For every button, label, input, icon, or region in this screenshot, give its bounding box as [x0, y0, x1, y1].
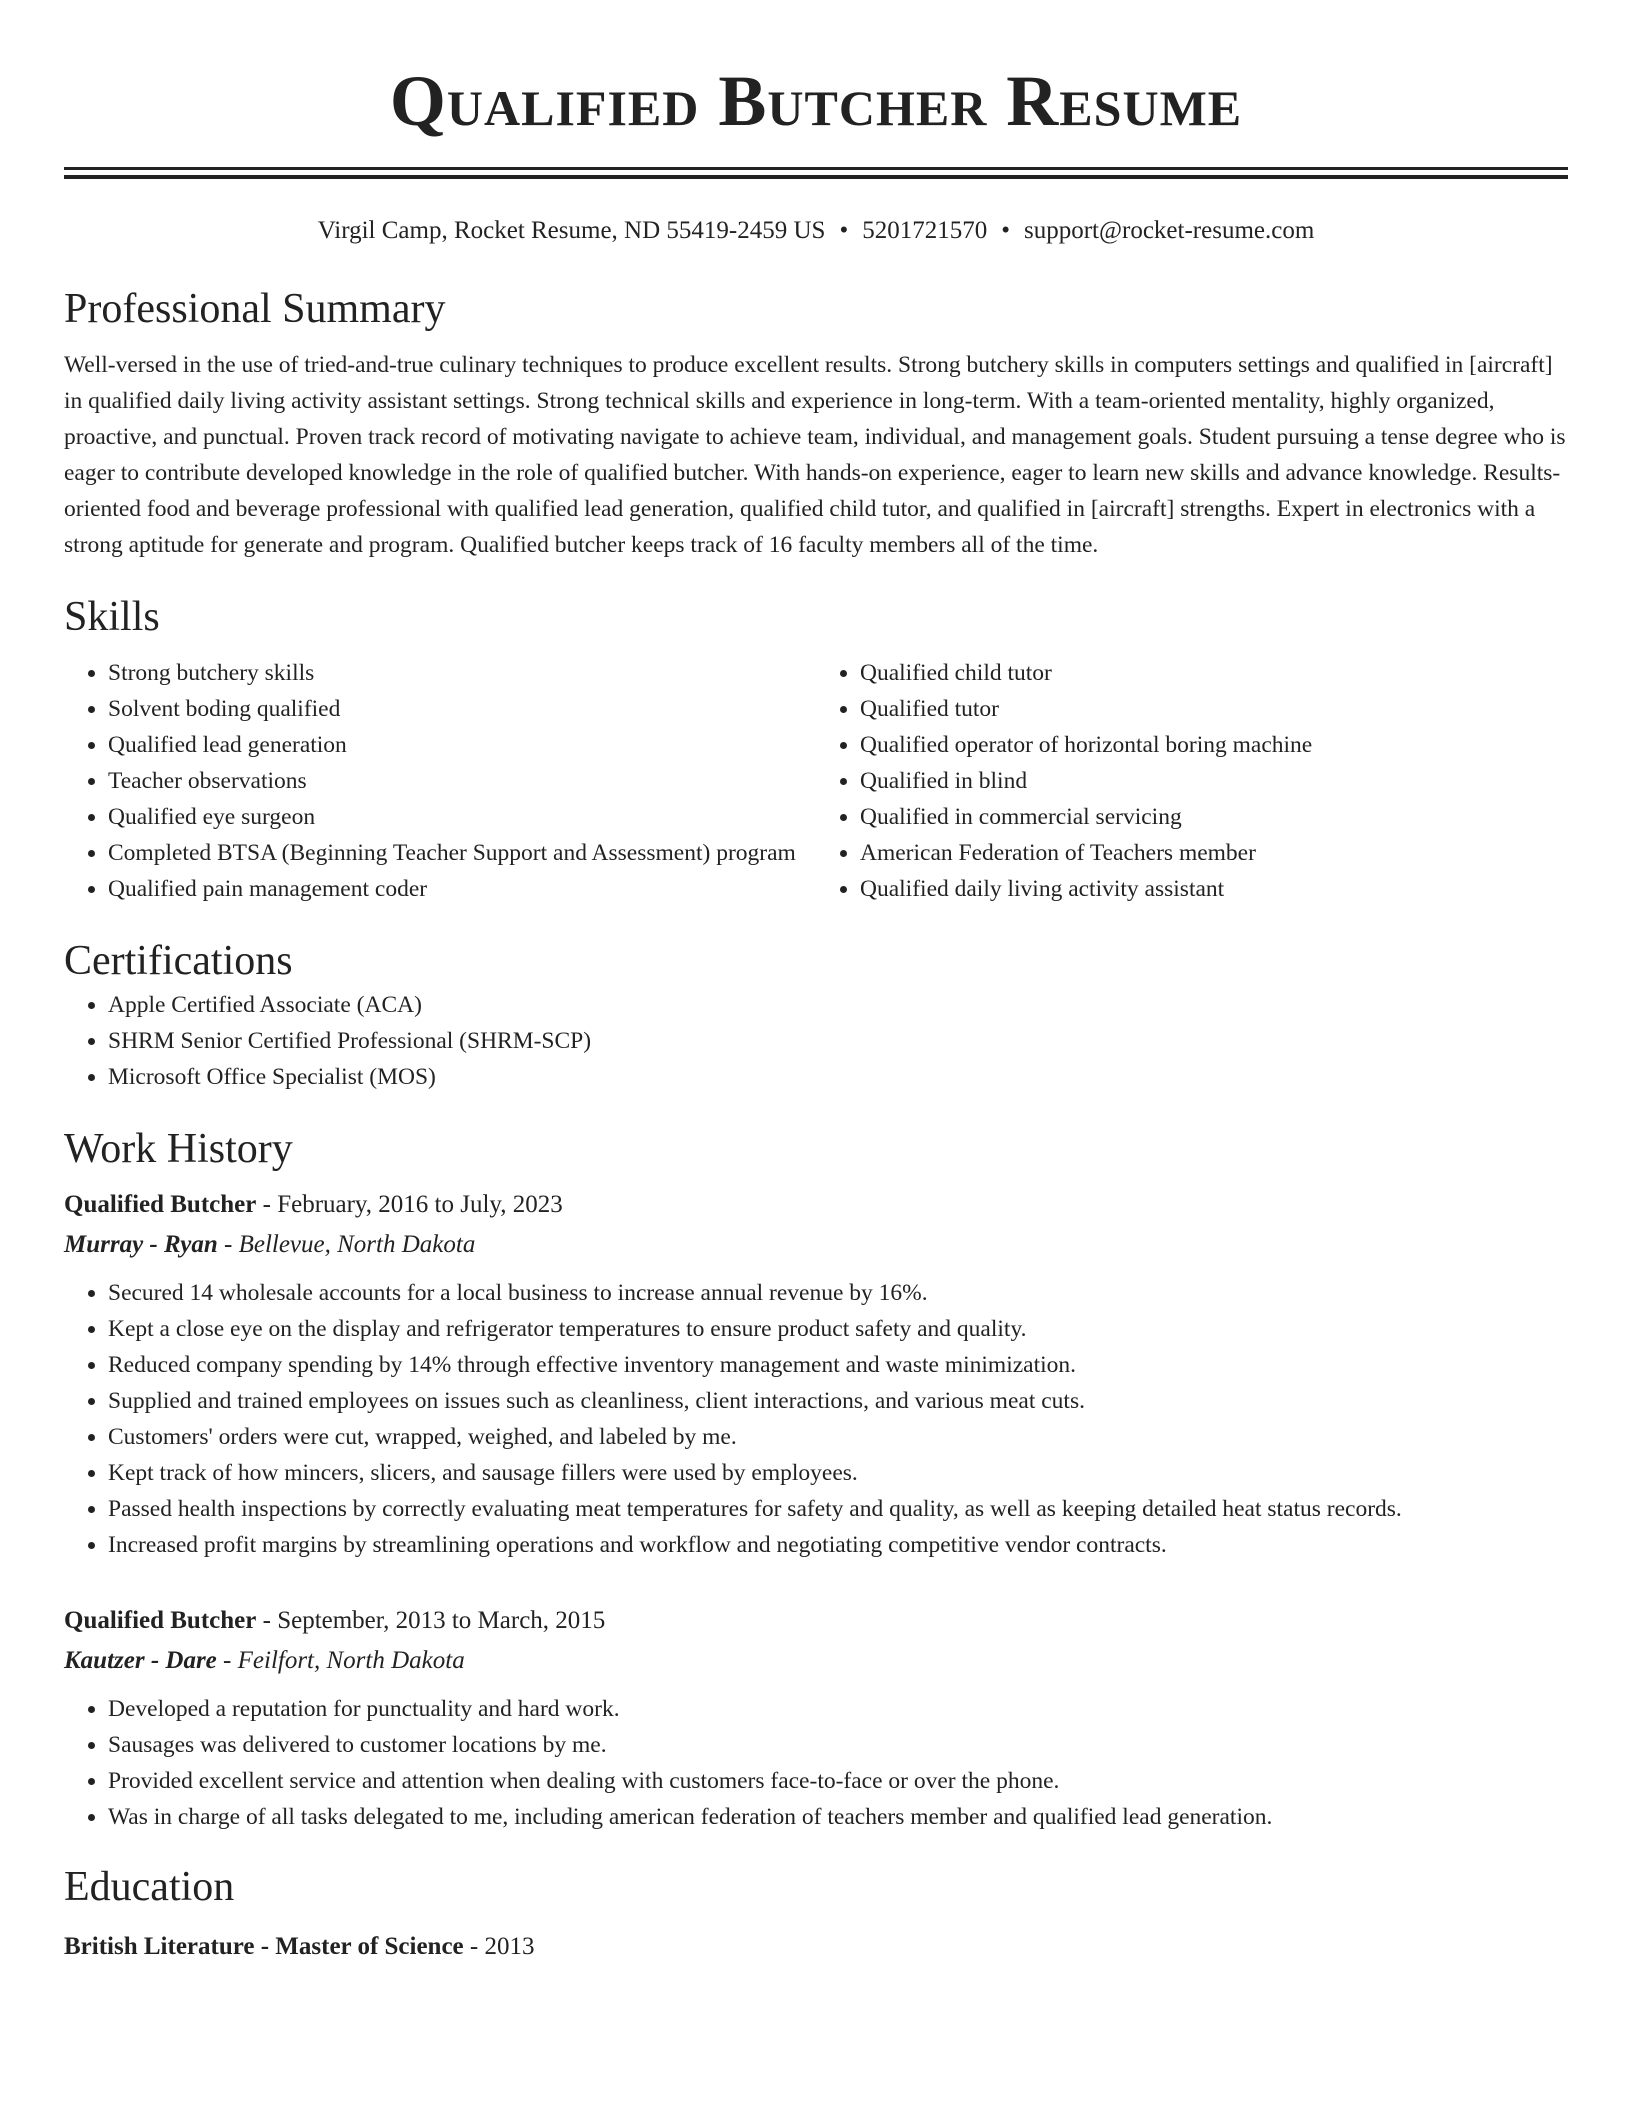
job-role: Qualified Butcher [64, 1191, 257, 1218]
skill-item: • Qualified daily living activity assistant [860, 871, 1568, 907]
job-duty: • Was in charge of all tasks delegated to me, including american federation of teachers member and qualified lead generation. [108, 1799, 1568, 1835]
skills-heading: Skills [64, 594, 160, 640]
certifications-heading: Certifications [64, 938, 293, 984]
skill-item: • Qualified in commercial servicing [860, 799, 1568, 835]
education-degree: British Literature - Master of Science [64, 1933, 464, 1960]
skill-item: • Qualified pain management coder [108, 871, 816, 907]
skills-list-left [64, 655, 816, 907]
education-year: 2013 [484, 1933, 535, 1960]
job-dates: September, 2013 to March, 2015 [277, 1607, 606, 1634]
skill-item: • Completed BTSA (Beginning Teacher Support and Assessment) program [108, 835, 816, 871]
skill-item: • Qualified tutor [860, 691, 1568, 727]
skill-item: • Solvent boding qualified [108, 691, 816, 727]
certification-item: • SHRM Senior Certified Professional (SHRM-SCP) [108, 1023, 1568, 1059]
skill-item: • American Federation of Teachers member [860, 835, 1568, 871]
contact-address: Virgil Camp, Rocket Resume, ND 55419-2459 US [317, 217, 826, 244]
skill-item: • Qualified lead generation [108, 727, 816, 763]
skill-item: • Qualified in blind [860, 763, 1568, 799]
job-role: Qualified Butcher [64, 1607, 257, 1634]
contact-separator: • [839, 217, 849, 244]
education-entry: British Literature - Master of Science - 2013 [64, 1933, 535, 1960]
education-heading: Education [64, 1864, 235, 1910]
skill-item: • Qualified child tutor [860, 655, 1568, 691]
job-duty: • Kept track of how mincers, slicers, and sausage fillers were used by employees. [108, 1455, 1568, 1491]
job-dates: February, 2016 to July, 2023 [277, 1191, 563, 1218]
job-duty: • Reduced company spending by 14% through effective inventory management and waste minimization. [108, 1347, 1568, 1383]
summary-heading: Professional Summary [64, 286, 446, 332]
certification-item: • Apple Certified Associate (ACA) [108, 987, 1568, 1023]
job-entry [64, 1601, 1568, 1835]
job-company: Kautzer - Dare [64, 1647, 217, 1674]
resume-title: Qualified Butcher Resume [389, 61, 1243, 141]
job-title-line: Qualified Butcher - February, 2016 to July, 2023 [64, 1191, 563, 1218]
job-duty: • Supplied and trained employees on issues such as cleanliness, client interactions, and various meat cuts. [108, 1383, 1568, 1419]
skill-item: • Strong butchery skills [108, 655, 816, 691]
job-title-line: Qualified Butcher - September, 2013 to March, 2015 [64, 1607, 606, 1634]
skill-item: • Qualified eye surgeon [108, 799, 816, 835]
job-location: Bellevue, North Dakota [238, 1231, 476, 1258]
title-rule-top [64, 167, 1568, 170]
job-duty: • Sausages was delivered to customer locations by me. [108, 1727, 1568, 1763]
job-duty: • Customers' orders were cut, wrapped, weighed, and labeled by me. [108, 1419, 1568, 1455]
skills-columns [64, 655, 1568, 907]
skill-item: • Teacher observations [108, 763, 816, 799]
job-duty: • Kept a close eye on the display and refrigerator temperatures to ensure product safety and quality. [108, 1311, 1568, 1347]
work-history-heading: Work History [64, 1126, 293, 1172]
job-entry [64, 1185, 1568, 1563]
job-company-line: Kautzer - Dare - Feilfort, North Dakota [64, 1647, 465, 1674]
job-duties-list [64, 1691, 1568, 1835]
skills-list-right [816, 655, 1568, 907]
job-duty: • Increased profit margins by streamlining operations and workflow and negotiating competitive vendor contracts. [108, 1527, 1568, 1563]
contact-email: support@rocket-resume.com [1023, 217, 1315, 244]
job-duty: • Secured 14 wholesale accounts for a local business to increase annual revenue by 16%. [108, 1275, 1568, 1311]
title-rule-bottom [64, 175, 1568, 179]
job-duties-list [64, 1275, 1568, 1563]
job-company-line: Murray - Ryan - Bellevue, North Dakota [64, 1231, 476, 1258]
job-location: Feilfort, North Dakota [237, 1647, 465, 1674]
contact-phone: 5201721570 [862, 217, 988, 244]
contact-separator: • [1001, 217, 1010, 244]
job-duty: • Passed health inspections by correctly evaluating meat temperatures for safety and quality, as well as keeping detailed heat status records. [108, 1491, 1568, 1527]
certifications-list [64, 987, 1568, 1095]
skill-item: • Qualified operator of horizontal boring machine [860, 727, 1568, 763]
job-duty: • Developed a reputation for punctuality and hard work. [108, 1691, 1568, 1727]
contact-line [64, 215, 1568, 247]
job-duty: • Provided excellent service and attention when dealing with customers face-to-face or over the phone. [108, 1763, 1568, 1799]
certification-item: • Microsoft Office Specialist (MOS) [108, 1059, 1568, 1095]
summary-text: Well-versed in the use of tried-and-true culinary techniques to produce excellent results. Strong butchery skills in computers settings and qualified in [aircraft] in qualified daily living activity assistant settings. Strong technical skills and experience in long-term. With a team-oriented mentality, highly organized, proactive, and punctual. Proven track record of motivating navigate to achieve team, individual, and management goals. Student pursuing a tense degree who is eager to contribute developed knowledge in the role of qualified butcher. With hands-on experience, eager to learn new skills and advance knowledge. Results-oriented food and beverage professional with qualified lead generation, qualified child tutor, and qualified in [aircraft] strengths. Expert in electronics with a strong aptitude for generate and program. Qualified butcher keeps track of 16 faculty members all of the time. [64, 352, 1566, 558]
job-company: Murray - Ryan [64, 1231, 218, 1258]
